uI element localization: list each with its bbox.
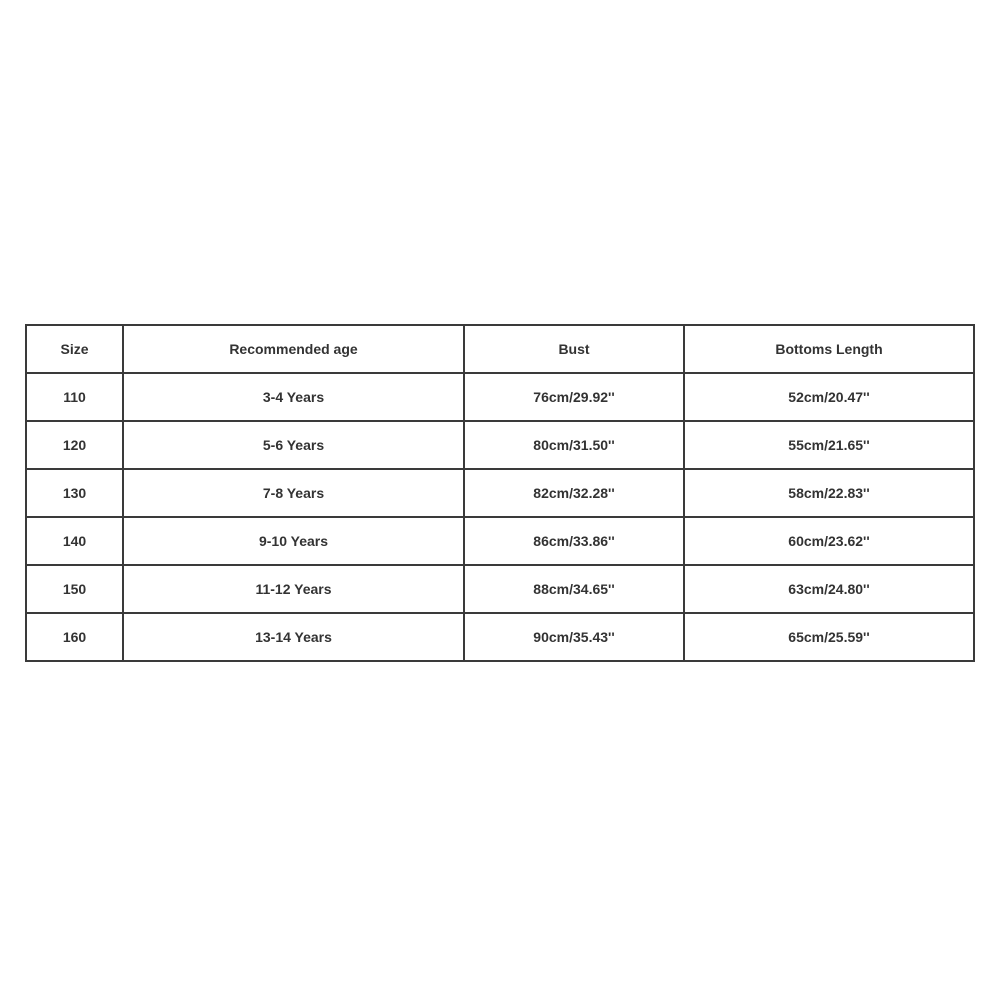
table-row — [26, 373, 974, 421]
cell-bottoms-length: 65cm/25.59'' — [684, 613, 974, 661]
cell-size: 150 — [26, 565, 123, 613]
cell-bust: 76cm/29.92'' — [464, 373, 684, 421]
cell-size: 110 — [26, 373, 123, 421]
size-chart-table — [25, 324, 975, 662]
cell-recommended-age: 9-10 Years — [123, 517, 464, 565]
cell-bust: 90cm/35.43'' — [464, 613, 684, 661]
cell-bust: 80cm/31.50'' — [464, 421, 684, 469]
cell-bust: 82cm/32.28'' — [464, 469, 684, 517]
cell-size: 130 — [26, 469, 123, 517]
header-bottoms-length: Bottoms Length — [684, 325, 974, 373]
header-size: Size — [26, 325, 123, 373]
header-row — [26, 325, 974, 373]
cell-bottoms-length: 52cm/20.47'' — [684, 373, 974, 421]
cell-size: 160 — [26, 613, 123, 661]
cell-recommended-age: 11-12 Years — [123, 565, 464, 613]
table-body — [26, 373, 974, 661]
table-row — [26, 613, 974, 661]
table-row — [26, 565, 974, 613]
cell-bust: 86cm/33.86'' — [464, 517, 684, 565]
cell-bottoms-length: 58cm/22.83'' — [684, 469, 974, 517]
header-bust: Bust — [464, 325, 684, 373]
cell-bottoms-length: 55cm/21.65'' — [684, 421, 974, 469]
cell-recommended-age: 13-14 Years — [123, 613, 464, 661]
cell-recommended-age: 3-4 Years — [123, 373, 464, 421]
cell-recommended-age: 5-6 Years — [123, 421, 464, 469]
header-recommended-age: Recommended age — [123, 325, 464, 373]
cell-bottoms-length: 63cm/24.80'' — [684, 565, 974, 613]
table-row — [26, 421, 974, 469]
cell-size: 120 — [26, 421, 123, 469]
table-row — [26, 469, 974, 517]
table-header — [26, 325, 974, 373]
table-row — [26, 517, 974, 565]
cell-size: 140 — [26, 517, 123, 565]
cell-recommended-age: 7-8 Years — [123, 469, 464, 517]
cell-bust: 88cm/34.65'' — [464, 565, 684, 613]
cell-bottoms-length: 60cm/23.62'' — [684, 517, 974, 565]
